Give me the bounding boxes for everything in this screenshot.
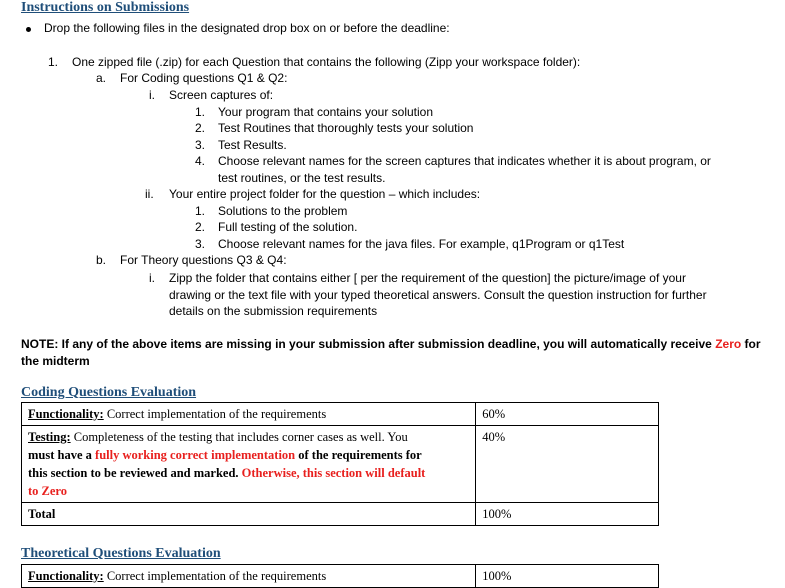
intro-text: Drop the following files in the designated drop box on or before the deadline:: [44, 21, 450, 35]
item1-text: One zipped file (.zip) for each Question that contains the following (Zipp your workspace folder):: [72, 55, 581, 69]
total-weight: 100%: [476, 503, 659, 526]
testing-l3-red: Otherwise, this section will default: [241, 466, 426, 480]
item-b-i-line3: details on the submission requirements: [169, 304, 378, 318]
item-b-marker: b.: [96, 253, 107, 267]
a-ii-2-number: 2.: [195, 220, 206, 234]
testing-l3a: this section to be reviewed and marked.: [28, 466, 242, 480]
table-row: [22, 503, 659, 526]
note-line2: the midterm: [21, 354, 90, 368]
testing-label: Testing:: [28, 430, 71, 444]
theory-functionality-label: Functionality:: [28, 569, 104, 583]
bullet-icon: [26, 27, 31, 32]
functionality-desc: Correct implementation of the requirements: [103, 407, 327, 421]
page-title: Instructions on Submissions: [21, 0, 190, 15]
note-zero: Zero: [715, 337, 742, 351]
theory-eval-table: [21, 564, 659, 588]
functionality-label: Functionality:: [28, 407, 104, 421]
item-a-i-text: Screen captures of:: [169, 88, 274, 102]
testing-cell: [22, 426, 476, 503]
testing-desc: Completeness of the testing that includes corner cases as well. You: [70, 430, 408, 444]
testing-l2a: must have a: [28, 448, 96, 462]
total-label: Total: [22, 503, 476, 526]
a-i-4-text-cont: test routines, or the test results.: [218, 171, 386, 185]
a-ii-1-number: 1.: [195, 204, 206, 218]
table-row: [22, 426, 659, 503]
testing-l4-red: to Zero: [28, 484, 67, 498]
item-b-i-marker: i.: [149, 271, 155, 285]
functionality-weight: 60%: [476, 403, 659, 426]
a-i-3-text: Test Results.: [218, 138, 287, 152]
table-row: [22, 403, 659, 426]
item-a-text: For Coding questions Q1 & Q2:: [120, 71, 288, 85]
a-i-3-number: 3.: [195, 138, 206, 152]
item-b-i-line1: Zipp the folder that contains either [ per the requirement of the question] the picture/image of your: [169, 271, 686, 285]
a-i-1-text: Your program that contains your solution: [218, 105, 434, 119]
a-i-4-text: Choose relevant names for the screen captures that indicates whether it is about program, or: [218, 154, 711, 168]
theory-functionality-weight: 100%: [476, 565, 659, 588]
table-row: [22, 565, 659, 588]
a-i-2-number: 2.: [195, 121, 206, 135]
testing-l2b: of the requirements for: [295, 448, 422, 462]
functionality-cell: [22, 403, 476, 426]
a-ii-1-text: Solutions to the problem: [218, 204, 348, 218]
theory-functionality-cell: [22, 565, 476, 588]
item1-number: 1.: [48, 55, 59, 69]
a-i-1-number: 1.: [195, 105, 206, 119]
item-b-i-line2: drawing or the text file with your typed theoretical answers. Consult the question instruction for further: [169, 288, 707, 302]
a-i-2-text: Test Routines that thoroughly tests your solution: [218, 121, 474, 135]
note-text: NOTE: If any of the above items are missing in your submission after submission deadline, you will automatically receive: [21, 337, 716, 351]
a-ii-3-text: Choose relevant names for the java files. For example, q1Program or q1Test: [218, 237, 625, 251]
item-b-text: For Theory questions Q3 & Q4:: [120, 253, 287, 267]
note-line1: [21, 337, 761, 351]
a-ii-2-text: Full testing of the solution.: [218, 220, 358, 234]
item-a-ii-text: Your entire project folder for the question – which includes:: [169, 187, 481, 201]
theory-functionality-desc: Correct implementation of the requirements: [103, 569, 327, 583]
a-i-4-number: 4.: [195, 154, 206, 168]
a-ii-3-number: 3.: [195, 237, 206, 251]
item-a-ii-marker: ii.: [145, 187, 154, 201]
testing-weight: 40%: [476, 426, 659, 503]
item-a-i-marker: i.: [149, 88, 155, 102]
note-after: for: [741, 337, 761, 351]
item-a-marker: a.: [96, 71, 107, 85]
coding-eval-title: Coding Questions Evaluation: [21, 385, 197, 400]
testing-l2-red: fully working correct implementation: [95, 448, 296, 462]
coding-eval-table: [21, 402, 659, 526]
theory-eval-title: Theoretical Questions Evaluation: [21, 546, 221, 561]
